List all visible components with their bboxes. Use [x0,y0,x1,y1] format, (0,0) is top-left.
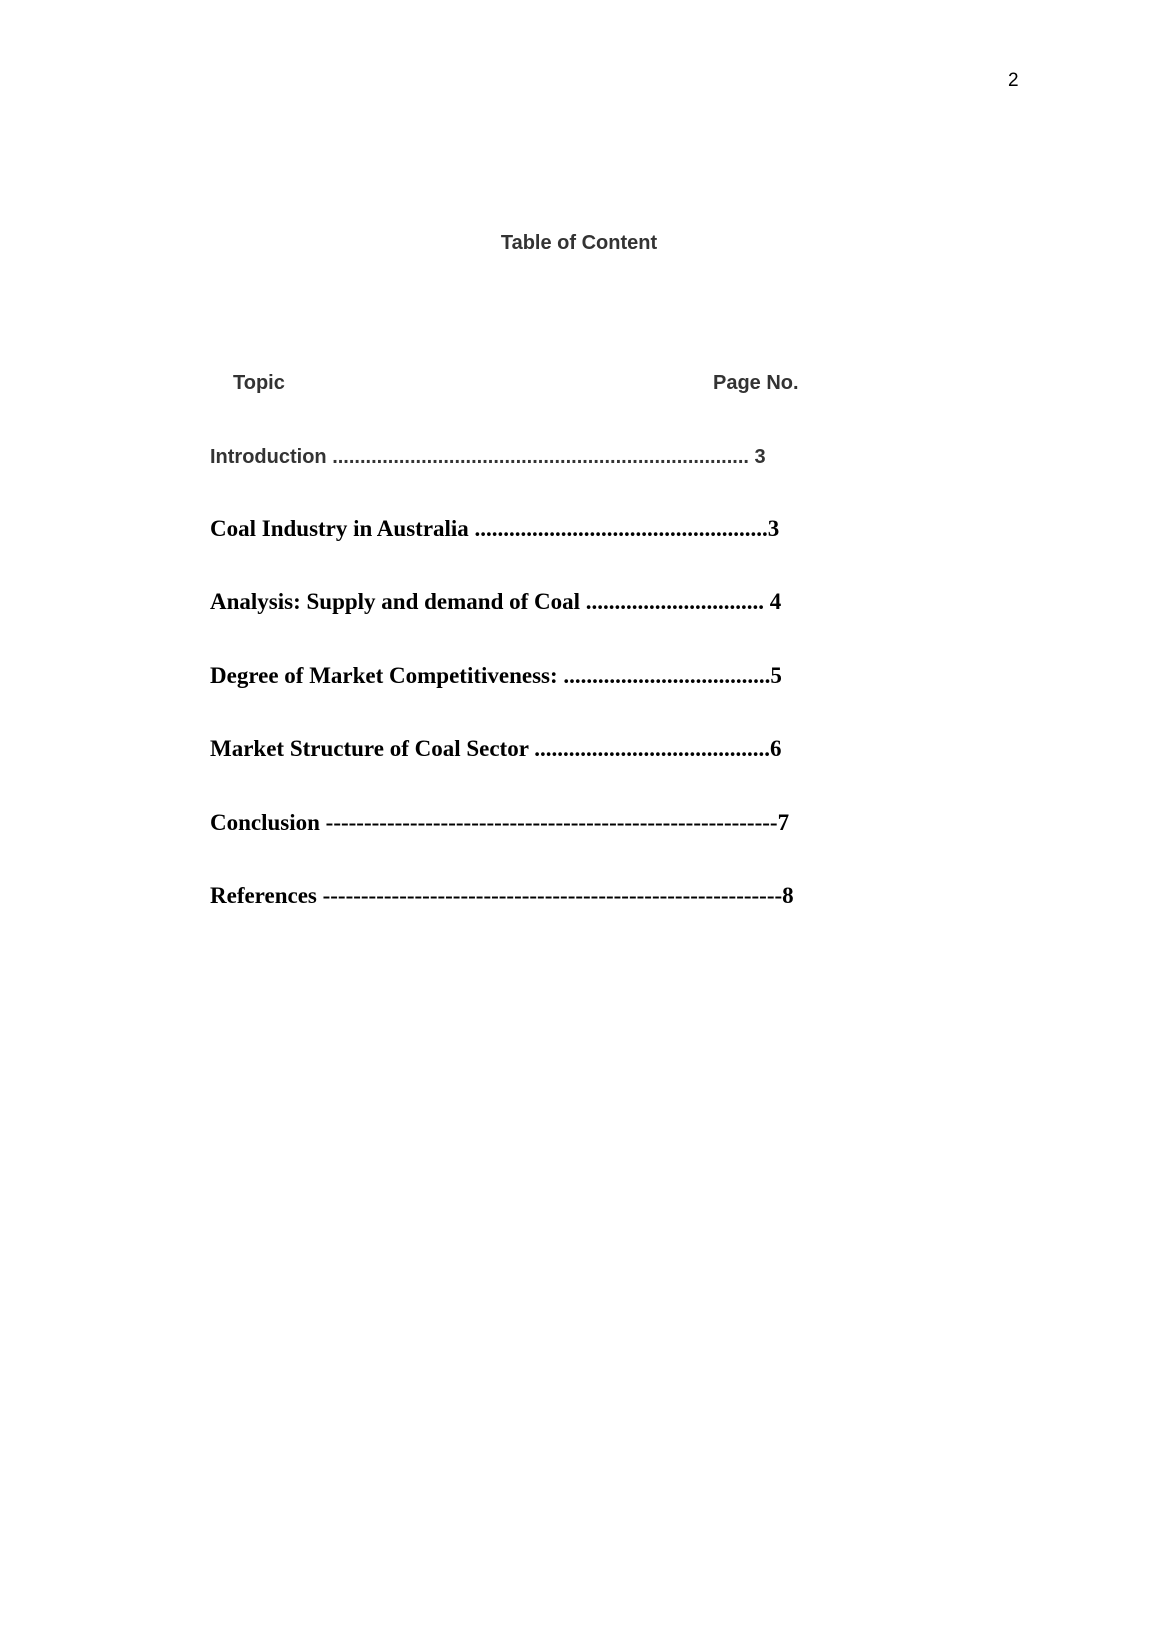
toc-entry-references: References ------------------------------------------------------------8 [210,883,794,908]
toc-entry-analysis: Analysis: Supply and demand of Coal ............................... 4 [210,589,782,614]
toc-entry-market-competitiveness: Degree of Market Competitiveness: ....................................5 [210,663,782,688]
toc-entry-conclusion: Conclusion -----------------------------------------------------------7 [210,810,790,835]
toc-entry-market-structure: Market Structure of Coal Sector .........................................6 [210,736,782,761]
toc-title: Table of Content [500,232,658,254]
toc-column-topic: Topic [233,372,285,394]
toc-entry-introduction: Introduction ........................................................................... 3 [210,446,766,468]
toc-column-page-no: Page No. [713,372,799,394]
toc-entry-coal-industry: Coal Industry in Australia ...................................................3 [210,516,780,541]
page-number: 2 [1008,70,1019,91]
